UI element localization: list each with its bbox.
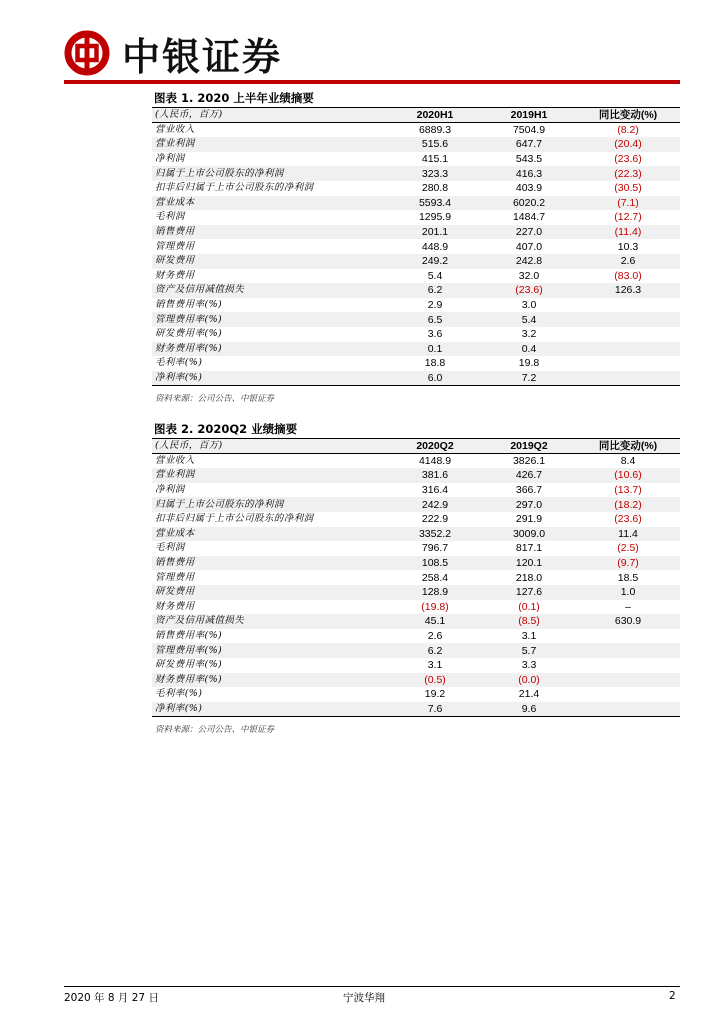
row-label: 毛利率(%) — [155, 688, 203, 700]
row-label: 扣非后归属于上市公司股东的净利润 — [155, 513, 314, 525]
value-current: 316.4 — [421, 484, 449, 497]
value-yoy: 11.4 — [576, 527, 680, 542]
table-row — [152, 614, 680, 629]
value-current: (19.8) — [421, 600, 449, 613]
value-prior: 32.0 — [518, 269, 540, 282]
table-row — [152, 585, 680, 600]
table-row — [152, 283, 680, 298]
table-row — [152, 468, 680, 483]
value-current: 323.3 — [388, 166, 482, 181]
row-label: 营业成本 — [152, 196, 388, 211]
table-row — [152, 152, 680, 167]
table-section-1 — [152, 90, 680, 404]
value-prior: 227.0 — [482, 225, 576, 240]
value-current: 6.0 — [388, 371, 482, 386]
value-prior: 242.8 — [482, 254, 576, 269]
value-yoy — [576, 371, 680, 386]
value-yoy: (20.4) — [576, 137, 680, 152]
value-current: 3352.2 — [388, 527, 482, 542]
value-yoy: (10.6) — [576, 468, 680, 483]
value-yoy — [576, 702, 680, 717]
header-col-current: 2020Q2 — [388, 439, 482, 454]
table-1 — [152, 108, 680, 386]
value-current: 5.4 — [427, 269, 443, 282]
value-current: 515.6 — [388, 137, 482, 152]
value-yoy: – — [625, 600, 631, 613]
value-yoy: (18.2) — [576, 497, 680, 512]
value-yoy: (30.5) — [614, 182, 642, 195]
value-prior: 21.4 — [518, 688, 540, 701]
value-prior: 3.3 — [521, 659, 537, 672]
table-row — [152, 254, 680, 269]
row-label: 研发费用率(%) — [155, 659, 223, 671]
header-unit-label: (人民币，百万) — [152, 108, 388, 123]
table-row — [152, 629, 680, 644]
value-yoy: 1.0 — [576, 585, 680, 600]
value-yoy: (23.6) — [614, 513, 642, 526]
row-label: 扣非后归属于上市公司股东的净利润 — [155, 182, 314, 194]
row-label: 财务费用率(%) — [152, 342, 388, 357]
value-yoy — [576, 312, 680, 327]
value-prior: 647.7 — [482, 137, 576, 152]
row-label: 净利率(%) — [152, 371, 388, 386]
table-row — [152, 600, 680, 615]
value-prior: 9.6 — [482, 702, 576, 717]
value-yoy: (22.3) — [576, 166, 680, 181]
row-label: 归属于上市公司股东的净利润 — [152, 497, 388, 512]
value-yoy — [576, 629, 680, 644]
table-row — [152, 497, 680, 512]
row-label: 销售费用 — [152, 556, 388, 571]
value-prior: (23.6) — [482, 283, 576, 298]
table-row — [152, 702, 680, 717]
row-label: 净利润 — [155, 153, 185, 165]
value-yoy — [576, 342, 680, 357]
value-yoy: 10.3 — [617, 240, 639, 253]
value-yoy: 2.6 — [576, 254, 680, 269]
header-col-prior: 2019Q2 — [482, 439, 576, 454]
table-row — [152, 181, 680, 196]
value-prior: 6020.2 — [482, 196, 576, 211]
row-label: 毛利率(%) — [155, 357, 203, 369]
footer-date: 2020 年 8 月 27 日 — [64, 992, 159, 1004]
value-prior: 403.9 — [515, 182, 543, 195]
table-row — [152, 225, 680, 240]
value-current: 381.6 — [388, 468, 482, 483]
value-prior: (8.5) — [482, 614, 576, 629]
value-yoy — [576, 298, 680, 313]
value-current: 0.1 — [388, 342, 482, 357]
row-label: 营业收入 — [155, 455, 195, 467]
row-label: 管理费用率(%) — [152, 312, 388, 327]
table-row — [152, 356, 680, 371]
table-row — [152, 123, 680, 138]
table-row — [152, 269, 680, 284]
row-label: 管理费用 — [155, 240, 195, 252]
value-prior: 416.3 — [482, 166, 576, 181]
table-row — [152, 371, 680, 386]
row-label: 管理费用 — [155, 571, 195, 583]
row-label: 营业利润 — [152, 137, 388, 152]
table-row — [152, 342, 680, 357]
row-label: 毛利润 — [155, 211, 185, 223]
table-row — [152, 239, 680, 254]
table-row — [152, 327, 680, 342]
footer-company: 宁波华翔 — [343, 992, 385, 1004]
table-row — [152, 512, 680, 527]
value-yoy — [576, 687, 680, 702]
value-yoy: (23.6) — [614, 153, 642, 166]
value-yoy: (9.7) — [576, 556, 680, 571]
table-row — [152, 483, 680, 498]
value-current: 280.8 — [421, 182, 449, 195]
table-row — [152, 454, 680, 469]
value-yoy: 18.5 — [617, 571, 639, 584]
table-2-title: 图表 2. 2020Q2 业绩摘要 — [154, 422, 298, 436]
value-current: 19.2 — [424, 688, 446, 701]
row-label: 资产及信用减值损失 — [152, 283, 388, 298]
value-current: 3.1 — [427, 659, 443, 672]
value-prior: 127.6 — [482, 585, 576, 600]
table-row — [152, 312, 680, 327]
value-prior: 543.5 — [515, 153, 543, 166]
value-yoy — [576, 643, 680, 658]
value-yoy: (13.7) — [614, 484, 642, 497]
table-row — [152, 570, 680, 585]
table-row — [152, 658, 680, 673]
value-current: 201.1 — [388, 225, 482, 240]
table-row — [152, 298, 680, 313]
value-prior: 3.1 — [521, 630, 537, 643]
header-divider — [64, 80, 680, 84]
table-header-row — [152, 108, 680, 123]
row-label: 资产及信用减值损失 — [152, 614, 388, 629]
value-yoy: (7.1) — [576, 196, 680, 211]
value-current: 18.8 — [424, 357, 446, 370]
row-label: 净利率(%) — [152, 702, 388, 717]
value-current: 258.4 — [421, 571, 449, 584]
header-col-yoy: 同比变动(%) — [576, 439, 680, 454]
table-row — [152, 556, 680, 571]
page-number: 2 — [669, 990, 676, 1002]
value-current: 448.9 — [421, 240, 449, 253]
value-yoy: 126.3 — [576, 283, 680, 298]
value-current: 3.6 — [427, 328, 443, 341]
brand-header — [64, 28, 282, 78]
value-yoy: 630.9 — [576, 614, 680, 629]
value-current: 6.2 — [388, 643, 482, 658]
value-prior: 5.7 — [482, 643, 576, 658]
row-label: 归属于上市公司股东的净利润 — [152, 166, 388, 181]
value-current: (0.5) — [388, 673, 482, 688]
value-prior: 1484.7 — [512, 211, 546, 224]
value-yoy: (11.4) — [576, 225, 680, 240]
value-current: 6889.3 — [418, 124, 452, 137]
row-label: 财务费用率(%) — [152, 673, 388, 688]
row-label: 管理费用率(%) — [152, 643, 388, 658]
value-prior: 0.4 — [482, 342, 576, 357]
row-label: 毛利润 — [155, 542, 185, 554]
value-prior: 7504.9 — [512, 124, 546, 137]
row-label: 财务费用 — [155, 600, 195, 612]
value-prior: 407.0 — [515, 240, 543, 253]
value-yoy — [576, 356, 680, 371]
value-current: 2.9 — [427, 299, 443, 312]
value-current: 4148.9 — [418, 455, 452, 468]
value-yoy — [576, 658, 680, 673]
value-current: 249.2 — [388, 254, 482, 269]
value-yoy: (2.5) — [617, 542, 639, 555]
value-current: 108.5 — [388, 556, 482, 571]
row-label: 研发费用 — [152, 585, 388, 600]
value-current: 242.9 — [388, 497, 482, 512]
table-row — [152, 687, 680, 702]
value-yoy — [576, 327, 680, 342]
header-col-current: 2020H1 — [388, 108, 482, 123]
footer-divider — [64, 986, 680, 987]
value-prior: (0.1) — [518, 600, 540, 613]
row-label: 财务费用 — [155, 269, 195, 281]
row-label: 销售费用率(%) — [155, 630, 223, 642]
row-label: 销售费用 — [152, 225, 388, 240]
row-label: 销售费用率(%) — [155, 299, 223, 311]
header-col-yoy: 同比变动(%) — [576, 108, 680, 123]
row-label: 营业收入 — [155, 124, 195, 136]
value-prior: 3009.0 — [482, 527, 576, 542]
value-current: 2.6 — [427, 630, 443, 643]
value-current: 6.2 — [388, 283, 482, 298]
value-prior: 3826.1 — [512, 455, 546, 468]
value-current: 6.5 — [388, 312, 482, 327]
value-prior: 120.1 — [482, 556, 576, 571]
row-label: 净利润 — [155, 484, 185, 496]
value-prior: 19.8 — [518, 357, 540, 370]
value-yoy: (12.7) — [614, 211, 642, 224]
table-1-title: 图表 1. 2020 上半年业绩摘要 — [154, 91, 314, 105]
value-current: 7.6 — [388, 702, 482, 717]
table-2-source: 资料来源：公司公告、中银证券 — [155, 724, 275, 735]
row-label: 研发费用率(%) — [155, 328, 223, 340]
table-row — [152, 527, 680, 542]
header-unit-label: (人民币，百万) — [152, 439, 388, 454]
value-current: 5593.4 — [388, 196, 482, 211]
value-prior: 297.0 — [482, 497, 576, 512]
table-row — [152, 166, 680, 181]
value-prior: 3.0 — [521, 299, 537, 312]
brand-name: 中银证券 — [122, 33, 283, 79]
table-section-2 — [152, 421, 680, 735]
value-current: 128.9 — [388, 585, 482, 600]
value-prior: 7.2 — [482, 371, 576, 386]
table-row — [152, 210, 680, 225]
value-prior: 5.4 — [482, 312, 576, 327]
value-current: 796.7 — [421, 542, 449, 555]
value-current: 45.1 — [388, 614, 482, 629]
value-prior: (0.0) — [482, 673, 576, 688]
value-prior: 3.2 — [521, 328, 537, 341]
value-current: 415.1 — [421, 153, 449, 166]
value-yoy: 8.4 — [620, 455, 636, 468]
value-prior: 426.7 — [482, 468, 576, 483]
value-prior: 291.9 — [515, 513, 543, 526]
row-label: 研发费用 — [152, 254, 388, 269]
table-row — [152, 196, 680, 211]
value-current: 222.9 — [421, 513, 449, 526]
row-label: 营业成本 — [152, 527, 388, 542]
value-prior: 817.1 — [515, 542, 543, 555]
value-yoy — [576, 673, 680, 688]
value-prior: 366.7 — [515, 484, 543, 497]
table-row — [152, 137, 680, 152]
value-prior: 218.0 — [515, 571, 543, 584]
value-yoy: (83.0) — [614, 269, 642, 282]
table-row — [152, 673, 680, 688]
table-row — [152, 643, 680, 658]
bank-of-china-logo-icon — [64, 30, 110, 76]
table-1-source: 资料来源：公司公告、中银证券 — [155, 393, 275, 404]
header-col-prior: 2019H1 — [482, 108, 576, 123]
value-yoy: (8.2) — [617, 124, 639, 137]
value-current: 1295.9 — [418, 211, 452, 224]
table-row — [152, 541, 680, 556]
table-header-row — [152, 439, 680, 454]
row-label: 营业利润 — [152, 468, 388, 483]
table-2 — [152, 439, 680, 717]
